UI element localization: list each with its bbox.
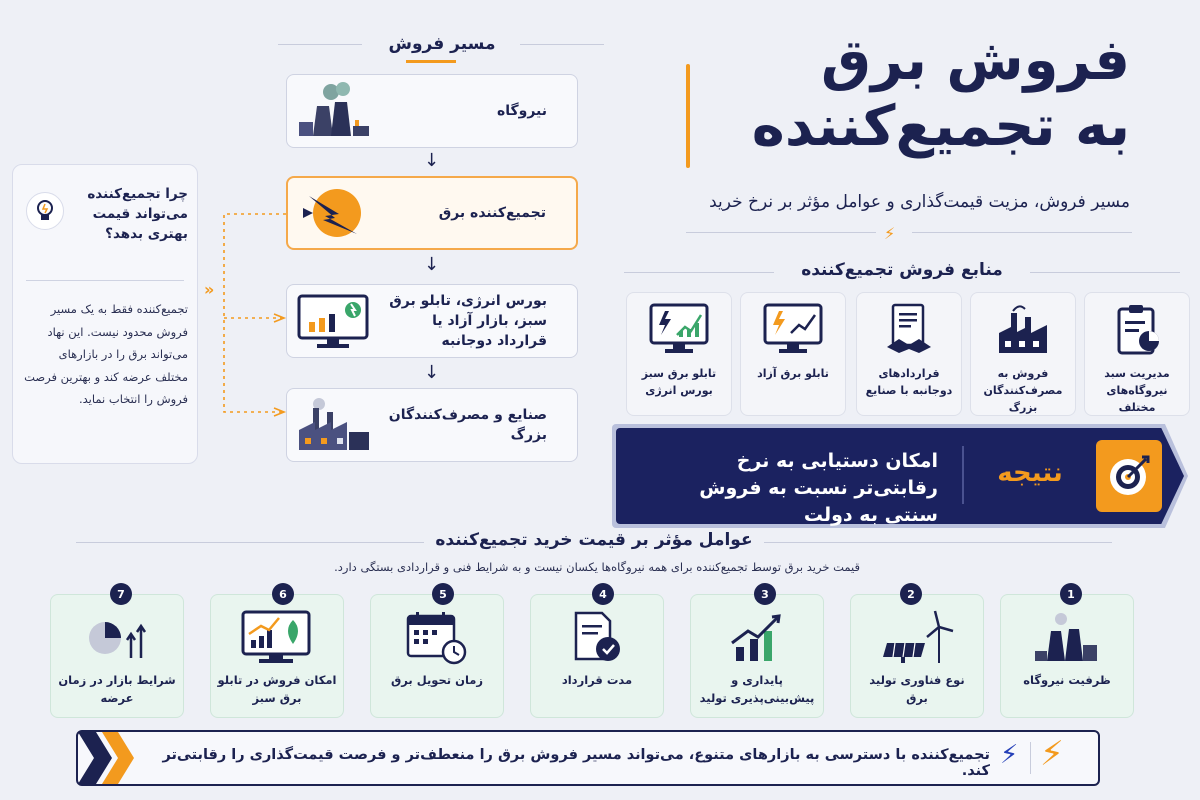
factor-label: پایداری و پیش‌بینی‌پذیری تولید — [699, 673, 815, 705]
page-title — [710, 28, 1130, 160]
arrow-down-icon: ↓ — [424, 150, 440, 171]
power-plant-icon — [287, 82, 379, 140]
factor-card — [690, 594, 824, 718]
calendar-clock-icon — [371, 603, 503, 671]
factor-label: نوع فناوری تولید برق — [869, 673, 965, 705]
factor-number: 3 — [754, 583, 776, 605]
arrow-down-icon: ↓ — [424, 254, 440, 275]
divider — [624, 272, 774, 273]
clipboard-chart-icon — [1085, 293, 1189, 365]
factor-card — [530, 594, 664, 718]
source-card — [1084, 292, 1190, 416]
bolt-icon: ⚡ — [884, 224, 896, 243]
factor-number: 7 — [110, 583, 132, 605]
divider — [76, 542, 424, 543]
source-card — [626, 292, 732, 416]
factor-number: 1 — [1060, 583, 1082, 605]
factor-label: زمان تحویل برق — [390, 673, 484, 687]
bolt-icon: ⚡ — [1000, 740, 1019, 770]
pie-arrows-icon — [51, 603, 183, 671]
title-line-1: فروش برق — [820, 28, 1130, 93]
solar-wind-icon — [851, 603, 983, 671]
route-step-label: بورس انرژی، تابلو برق سبز، بازار آزاد یا قرارداد دوجانبه — [389, 293, 547, 349]
monitor-green-icon — [627, 293, 731, 365]
chevrons-icon: » — [204, 280, 212, 299]
result-label: نتیجه — [997, 458, 1063, 488]
source-card — [740, 292, 846, 416]
arrow-down-icon: ↓ — [424, 362, 440, 383]
source-label: فروش به مصرف‌کنندگان بزرگ — [983, 367, 1063, 414]
divider — [962, 446, 964, 504]
connector-lines — [210, 200, 290, 430]
factor-number: 2 — [900, 583, 922, 605]
route-step-markets — [286, 284, 578, 358]
route-step-aggregator — [286, 176, 578, 250]
result-text: امکان دستیابی به نرخ رقابتی‌تر نسبت به فروش سنتی به دولت — [699, 450, 938, 526]
factor-label: امکان فروش در تابلو برق سبز — [217, 673, 337, 705]
source-label: قراردادهای دوجانبه با صنایع — [865, 367, 953, 397]
route-step-label: تجمیع‌کننده برق — [438, 205, 546, 221]
title-line-2: به تجمیع‌کننده — [751, 94, 1130, 159]
factors-title: عوامل مؤثر بر قیمت خرید تجمیع‌کننده — [435, 530, 753, 550]
factor-card — [1000, 594, 1134, 718]
source-card — [970, 292, 1076, 416]
aggregator-bolt-icon — [288, 184, 380, 242]
factor-card — [370, 594, 504, 718]
route-step-label: صنایع و مصرف‌کنندگان بزرگ — [388, 407, 547, 443]
source-card — [856, 292, 962, 416]
info-card-heading: چرا تجمیع‌کننده می‌تواند قیمت بهتری بدهد؟ — [87, 186, 188, 242]
monitor-leaf-icon — [211, 603, 343, 671]
divider — [764, 542, 1112, 543]
source-label: تابلو برق سبز بورس انرژی — [641, 367, 717, 397]
source-label: مدیریت سبد نیروگاه‌های مختلف — [1104, 367, 1170, 414]
divider — [1030, 742, 1031, 774]
bottom-text: تجمیع‌کننده با دسترسی به بازارهای متنوع، می‌تواند مسیر فروش برق را منعطف‌تر و فرصت قیمت‌گذاری را رقابتی‌تر کند. — [162, 747, 990, 779]
factor-number: 4 — [592, 583, 614, 605]
page-subtitle: مسیر فروش، مزیت قیمت‌گذاری و عوامل مؤثر بر نرخ خرید — [709, 192, 1130, 212]
factors-description: قیمت خرید برق توسط تجمیع‌کننده برای همه نیروگاه‌ها یکسان نیست و به شرایط فنی و قراردادی بستگی دارد. — [334, 560, 860, 574]
growth-chart-icon — [691, 603, 823, 671]
divider — [912, 232, 1132, 233]
factory-icon — [971, 293, 1075, 365]
sources-title: منابع فروش تجمیع‌کننده — [801, 260, 1003, 280]
route-step-label: نیروگاه — [496, 103, 547, 119]
power-plant-icon — [1001, 603, 1133, 671]
divider — [686, 232, 876, 233]
chevrons-icon — [78, 732, 142, 784]
factor-card — [50, 594, 184, 718]
bolt-icon: ⚡ — [1040, 734, 1064, 774]
factor-number: 6 — [272, 583, 294, 605]
contract-clock-icon — [531, 603, 663, 671]
route-step-industry — [286, 388, 578, 462]
route-title-underline — [406, 60, 456, 63]
factor-number: 5 — [432, 583, 454, 605]
route-step-plant — [286, 74, 578, 148]
route-title: مسیر فروش — [388, 34, 496, 54]
lightbulb-icon — [26, 192, 64, 230]
divider — [1030, 272, 1180, 273]
handshake-contract-icon — [857, 293, 961, 365]
monitor-bolt-icon — [741, 293, 845, 365]
target-icon — [1096, 440, 1162, 512]
monitor-chart-icon — [287, 292, 379, 350]
divider — [26, 280, 184, 281]
divider — [520, 44, 604, 45]
factor-label: مدت قرارداد — [561, 673, 633, 687]
factor-label: ظرفیت نیروگاه — [1023, 673, 1111, 687]
title-accent-bar — [686, 64, 690, 168]
factor-card — [850, 594, 984, 718]
factor-card — [210, 594, 344, 718]
factor-label: شرایط بازار در زمان عرضه — [58, 673, 176, 705]
info-card-body: تجمیع‌کننده فقط به یک مسیر فروش محدود نیست. این نهاد می‌تواند برق را در بازارهای مختلف عرضه کند و بهترین فرصت فروش را انتخاب نماید. — [24, 302, 188, 406]
factory-icon — [287, 396, 379, 454]
source-label: تابلو برق آزاد — [757, 367, 829, 380]
divider — [278, 44, 362, 45]
